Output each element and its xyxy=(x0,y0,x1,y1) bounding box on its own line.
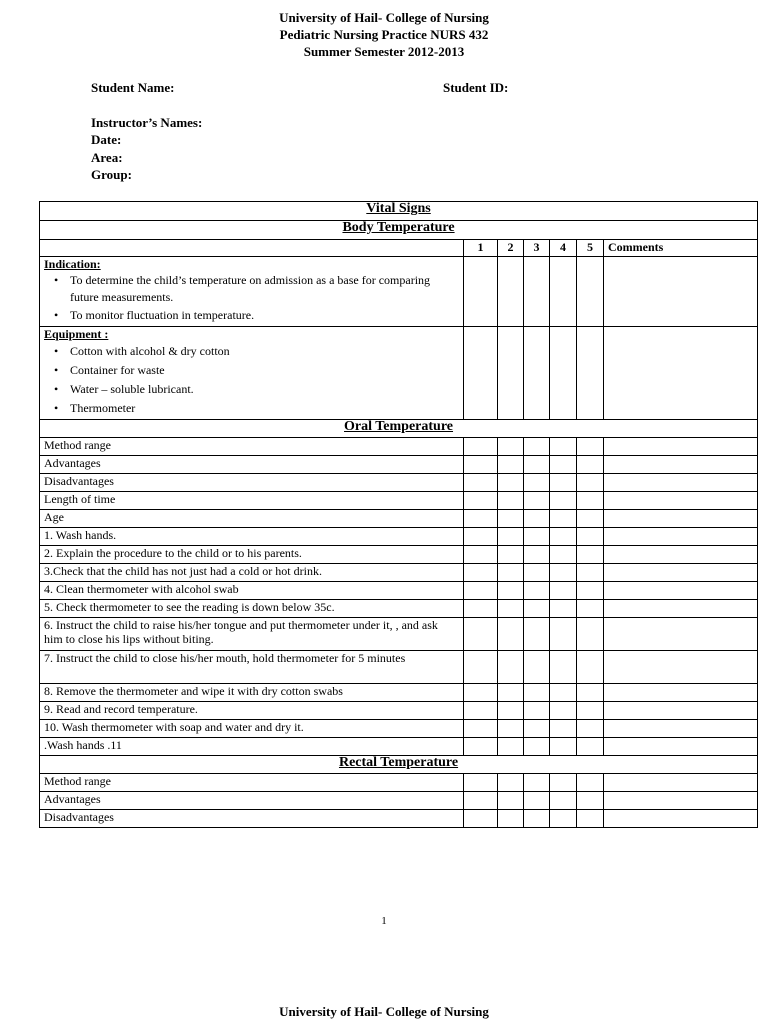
equipment-item: • Water – soluble lubricant. xyxy=(58,380,459,398)
score-cell-5[interactable] xyxy=(577,582,604,600)
vital-signs-title-row xyxy=(40,202,758,221)
score-cell-5[interactable] xyxy=(577,600,604,618)
equipment-row xyxy=(40,327,758,420)
rectal-step-row-label: Advantages xyxy=(40,792,464,810)
score-cell-5[interactable] xyxy=(577,738,604,756)
oral-step-row xyxy=(40,492,758,510)
score-cell-3[interactable] xyxy=(524,510,550,528)
date-label: Date: xyxy=(91,132,122,147)
oral-step-row xyxy=(40,564,758,582)
rectal-step-row xyxy=(40,792,758,810)
oral-step-row-label: Advantages xyxy=(40,456,464,474)
oral-step-row xyxy=(40,618,758,651)
score-cell-3[interactable] xyxy=(524,810,550,828)
score-cell-2[interactable] xyxy=(498,600,524,618)
score-cell-3[interactable] xyxy=(524,474,550,492)
score-cell-3[interactable] xyxy=(524,651,550,684)
rectal-step-row-label: Method range xyxy=(40,774,464,792)
score-cell-1[interactable] xyxy=(464,720,498,738)
oral-step-row xyxy=(40,438,758,456)
score-cell-2[interactable] xyxy=(498,492,524,510)
score-cell-4[interactable] xyxy=(550,546,577,564)
oral-step-row xyxy=(40,456,758,474)
footer-title: University of Hail- College of Nursing xyxy=(279,1004,489,1019)
score-cell-1[interactable] xyxy=(464,564,498,582)
indication-item: • To monitor fluctuation in temperature. xyxy=(58,307,459,324)
comments-cell[interactable] xyxy=(604,546,758,564)
score-cell-4[interactable] xyxy=(550,684,577,702)
score-cell-5[interactable] xyxy=(577,492,604,510)
rectal-step-row-label: Disadvantages xyxy=(40,810,464,828)
score-cell-2[interactable] xyxy=(498,792,524,810)
indication-title: Indication: xyxy=(44,257,101,271)
comments-cell[interactable] xyxy=(604,810,758,828)
score-cell-3[interactable] xyxy=(524,738,550,756)
score-cell-4[interactable] xyxy=(550,492,577,510)
comments-cell[interactable] xyxy=(604,651,758,684)
score-cell-5[interactable] xyxy=(577,702,604,720)
score-cell-2[interactable] xyxy=(498,618,524,651)
oral-step-row-label: Age xyxy=(40,510,464,528)
equipment-item: • Thermometer xyxy=(58,399,459,417)
score-cell-3[interactable] xyxy=(524,438,550,456)
score-cell-5[interactable] xyxy=(577,774,604,792)
score-cell-4[interactable] xyxy=(550,738,577,756)
score-cell-2[interactable] xyxy=(498,702,524,720)
score-cell-4[interactable] xyxy=(550,810,577,828)
comments-cell[interactable] xyxy=(604,618,758,651)
score-cell-2[interactable] xyxy=(498,546,524,564)
score-cell-4[interactable] xyxy=(550,702,577,720)
comments-cell[interactable] xyxy=(604,438,758,456)
group-label: Group: xyxy=(91,167,132,182)
score-cell-1[interactable] xyxy=(464,510,498,528)
comments-cell[interactable] xyxy=(604,492,758,510)
equipment-item: • Cotton with alcohol & dry cotton xyxy=(58,342,459,360)
score-cell-1[interactable] xyxy=(464,738,498,756)
score-cell-5[interactable] xyxy=(577,810,604,828)
col-header-5: 5 xyxy=(577,240,604,257)
oral-step-row-label: 1. Wash hands. xyxy=(40,528,464,546)
comments-cell[interactable] xyxy=(604,510,758,528)
college-title: University of Hail- College of Nursing xyxy=(279,10,489,25)
score-cell-4[interactable] xyxy=(550,564,577,582)
oral-step-row xyxy=(40,651,758,684)
equipment-block xyxy=(40,327,464,420)
oral-step-row-label: 2. Explain the procedure to the child or to his parents. xyxy=(40,546,464,564)
score-cell-1[interactable] xyxy=(464,810,498,828)
comments-cell[interactable] xyxy=(604,738,758,756)
score-cell-5[interactable] xyxy=(577,528,604,546)
score-cell-4[interactable] xyxy=(550,618,577,651)
score-cell-5[interactable] xyxy=(577,546,604,564)
score-cell-4[interactable] xyxy=(550,651,577,684)
score-cell-2[interactable] xyxy=(498,474,524,492)
oral-step-row-label: Length of time xyxy=(40,492,464,510)
score-cell-3[interactable] xyxy=(524,492,550,510)
score-cell-3[interactable] xyxy=(524,720,550,738)
equipment-title: Equipment : xyxy=(44,327,109,341)
oral-step-row-label: 7. Instruct the child to close his/her mouth, hold thermometer for 5 minutes xyxy=(40,651,464,684)
score-cell-3[interactable] xyxy=(524,618,550,651)
page-number: 1 xyxy=(381,915,387,927)
score-cell-3[interactable] xyxy=(524,702,550,720)
col-header-comments: Comments xyxy=(604,240,758,257)
comments-cell[interactable] xyxy=(604,474,758,492)
course-title: Pediatric Nursing Practice NURS 432 xyxy=(279,27,489,42)
col-header-1: 1 xyxy=(464,240,498,257)
rectal-temperature-heading: Rectal Temperature xyxy=(40,756,758,774)
score-cell-2[interactable] xyxy=(498,774,524,792)
indication-item: • To determine the child’s temperature on admission as a base for comparing future measurements. xyxy=(58,272,459,306)
comments-cell[interactable] xyxy=(604,600,758,618)
score-cell-2[interactable] xyxy=(498,720,524,738)
score-cell-2[interactable] xyxy=(498,528,524,546)
column-header-row xyxy=(40,240,758,257)
score-cell-3[interactable] xyxy=(524,792,550,810)
score-cell-4[interactable] xyxy=(550,474,577,492)
score-cell-1[interactable] xyxy=(464,456,498,474)
oral-step-row-label: 9. Read and record temperature. xyxy=(40,702,464,720)
oral-step-row xyxy=(40,684,758,702)
vital-signs-title: Vital Signs xyxy=(40,202,758,221)
oral-step-row-label: 6. Instruct the child to raise his/her tongue and put thermometer under it, , and ask him to close his lips without biting. xyxy=(40,618,464,651)
oral-step-row xyxy=(40,702,758,720)
score-cell-5[interactable] xyxy=(577,564,604,582)
oral-step-row-label: .Wash hands .11 xyxy=(40,738,464,756)
score-cell-3[interactable] xyxy=(524,564,550,582)
score-cell-2[interactable] xyxy=(498,684,524,702)
oral-temperature-heading: Oral Temperature xyxy=(40,420,758,438)
score-cell-5[interactable] xyxy=(577,438,604,456)
student-id-label: Student ID: xyxy=(443,80,509,95)
score-cell-1[interactable] xyxy=(464,702,498,720)
area-label: Area: xyxy=(91,150,123,165)
oral-step-row xyxy=(40,510,758,528)
score-cell-2[interactable] xyxy=(498,510,524,528)
oral-step-row xyxy=(40,582,758,600)
indication-list xyxy=(44,272,459,324)
score-cell-5[interactable] xyxy=(577,474,604,492)
body-temperature-heading: Body Temperature xyxy=(40,221,758,240)
score-cell-5[interactable] xyxy=(577,510,604,528)
equipment-item: • Container for waste xyxy=(58,361,459,379)
comments-cell[interactable] xyxy=(604,456,758,474)
oral-step-row xyxy=(40,546,758,564)
score-cell-3[interactable] xyxy=(524,456,550,474)
score-cell-2[interactable] xyxy=(498,738,524,756)
score-cell-1[interactable] xyxy=(464,546,498,564)
oral-step-row-label: 5. Check thermometer to see the reading is down below 35c. xyxy=(40,600,464,618)
score-cell-3[interactable] xyxy=(524,546,550,564)
oral-step-row-label: 8. Remove the thermometer and wipe it with dry cotton swabs xyxy=(40,684,464,702)
col-header-3: 3 xyxy=(524,240,550,257)
oral-step-row xyxy=(40,474,758,492)
oral-step-row xyxy=(40,738,758,756)
score-cell-1[interactable] xyxy=(464,792,498,810)
score-cell-4[interactable] xyxy=(550,582,577,600)
semester-title: Summer Semester 2012-2013 xyxy=(303,44,465,59)
score-cell-3[interactable] xyxy=(524,582,550,600)
oral-step-row xyxy=(40,528,758,546)
score-cell-4[interactable] xyxy=(550,438,577,456)
score-cell-3[interactable] xyxy=(524,600,550,618)
score-cell-5[interactable] xyxy=(577,720,604,738)
comments-cell[interactable] xyxy=(604,582,758,600)
score-cell-1[interactable] xyxy=(464,774,498,792)
oral-step-row-label: Method range xyxy=(40,438,464,456)
score-cell-5[interactable] xyxy=(577,684,604,702)
score-cell-1[interactable] xyxy=(464,618,498,651)
rectal-step-row xyxy=(40,810,758,828)
score-cell-1[interactable] xyxy=(464,474,498,492)
score-cell-1[interactable] xyxy=(464,582,498,600)
equipment-list xyxy=(44,342,459,417)
rectal-step-row xyxy=(40,774,758,792)
score-cell-3[interactable] xyxy=(524,684,550,702)
comments-cell[interactable] xyxy=(604,684,758,702)
score-cell-2[interactable] xyxy=(498,564,524,582)
score-cell-3[interactable] xyxy=(524,528,550,546)
score-cell-3[interactable] xyxy=(524,774,550,792)
indication-row xyxy=(40,257,758,327)
comments-cell[interactable] xyxy=(604,792,758,810)
oral-step-row-label: 3.Check that the child has not just had a cold or hot drink. xyxy=(40,564,464,582)
score-cell-1[interactable] xyxy=(464,684,498,702)
oral-step-row xyxy=(40,720,758,738)
score-cell-2[interactable] xyxy=(498,651,524,684)
score-cell-2[interactable] xyxy=(498,582,524,600)
body-temperature-row xyxy=(40,221,758,240)
rectal-temperature-row xyxy=(40,756,758,774)
score-cell-1[interactable] xyxy=(464,438,498,456)
score-cell-4[interactable] xyxy=(550,600,577,618)
oral-step-row-label: Disadvantages xyxy=(40,474,464,492)
score-cell-4[interactable] xyxy=(550,720,577,738)
oral-temperature-row xyxy=(40,420,758,438)
oral-step-row xyxy=(40,600,758,618)
score-cell-5[interactable] xyxy=(577,792,604,810)
comments-cell[interactable] xyxy=(604,702,758,720)
comments-cell[interactable] xyxy=(604,564,758,582)
score-cell-5[interactable] xyxy=(577,651,604,684)
score-cell-2[interactable] xyxy=(498,456,524,474)
comments-cell[interactable] xyxy=(604,528,758,546)
oral-step-row-label: 10. Wash thermometer with soap and water and dry it. xyxy=(40,720,464,738)
checklist-table xyxy=(39,201,758,828)
score-cell-1[interactable] xyxy=(464,651,498,684)
comments-cell[interactable] xyxy=(604,774,758,792)
score-cell-4[interactable] xyxy=(550,528,577,546)
score-cell-5[interactable] xyxy=(577,456,604,474)
instructor-names-label: Instructor’s Names: xyxy=(91,115,203,130)
col-header-4: 4 xyxy=(550,240,577,257)
score-cell-4[interactable] xyxy=(550,510,577,528)
score-cell-4[interactable] xyxy=(550,774,577,792)
score-cell-5[interactable] xyxy=(577,618,604,651)
score-cell-2[interactable] xyxy=(498,438,524,456)
score-cell-4[interactable] xyxy=(550,456,577,474)
oral-step-row-label: 4. Clean thermometer with alcohol swab xyxy=(40,582,464,600)
score-cell-4[interactable] xyxy=(550,792,577,810)
student-name-label: Student Name: xyxy=(91,80,175,95)
score-cell-1[interactable] xyxy=(464,528,498,546)
col-header-2: 2 xyxy=(498,240,524,257)
score-cell-1[interactable] xyxy=(464,600,498,618)
score-cell-2[interactable] xyxy=(498,810,524,828)
indication-block xyxy=(40,257,464,327)
comments-cell[interactable] xyxy=(604,720,758,738)
score-cell-1[interactable] xyxy=(464,492,498,510)
